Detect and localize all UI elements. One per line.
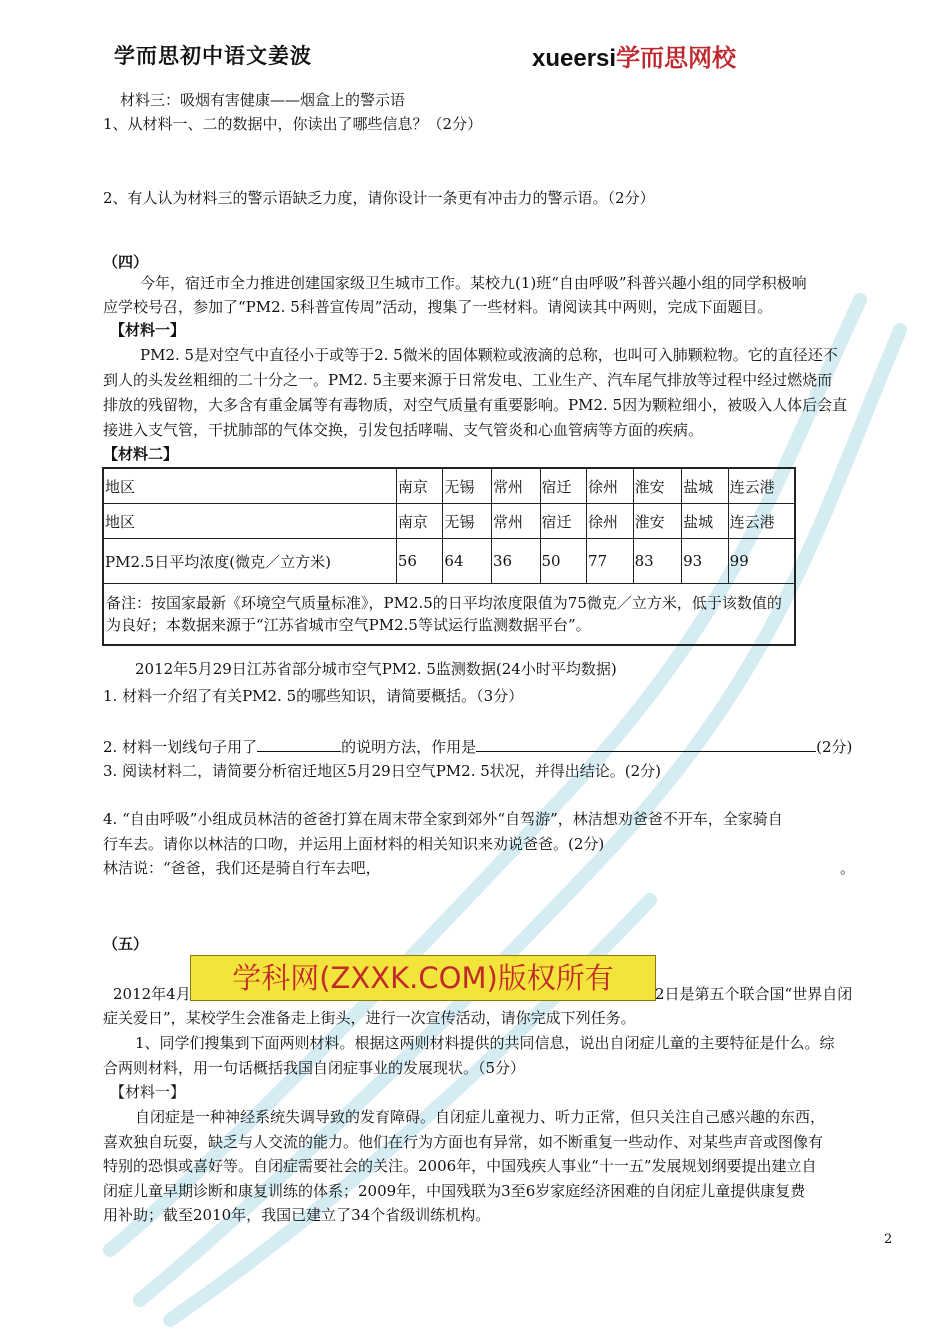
table-row bbox=[103, 539, 795, 584]
answer-blank[interactable] bbox=[257, 735, 341, 752]
material-two-label: 【材料二】 bbox=[103, 445, 179, 463]
section-five-paragraph-line: 闭症儿童早期诊断和康复训练的体系；2009年，中国残联为3至6岁家庭经济困难的自闭症儿童提供康复费 bbox=[103, 1182, 806, 1200]
material-one-line-4: 接进入支气管，干扰肺部的气体交换，引发包括哮喘、支气管炎和心血管病等方面的疾病。 bbox=[103, 421, 704, 439]
table-cell: 93 bbox=[682, 539, 729, 584]
table-cell: 地区 bbox=[103, 504, 396, 539]
table-cell: 淮安 bbox=[633, 468, 682, 504]
table-cell: 宿迁 bbox=[540, 504, 587, 539]
question-4-4-line-1: 4. “自由呼吸”小组成员林洁的爸爸打算在周末带全家到郊外“自驾游”，林洁想劝爸爸不开车，全家骑自 bbox=[103, 810, 783, 828]
section-five-question-1b: 合两则材料，用一句话概括我国自闭症事业的发展现状。（5分） bbox=[103, 1059, 526, 1077]
section-four-title: （四） bbox=[103, 253, 149, 271]
pm25-table bbox=[102, 467, 796, 646]
table-cell: 56 bbox=[396, 539, 443, 584]
table-cell: 99 bbox=[728, 539, 795, 584]
table-cell: 77 bbox=[587, 539, 634, 584]
section-five-paragraph-line: 喜欢独自玩耍，缺乏与人交流的能力。他们在行为方面也有异常，如不断重复一些动作、对某些声音或图像有 bbox=[103, 1133, 824, 1151]
brand-latin: xueersi bbox=[532, 45, 617, 72]
table-cell: 淮安 bbox=[633, 504, 682, 539]
section-five-paragraph-line: 特别的恐惧或喜好等。自闭症需要社会的关注。2006年，中国残疾人事业“十一五”发展规划纲要提出建立自 bbox=[103, 1157, 817, 1175]
table-caption: 2012年5月29日江苏省部分城市空气PM2. 5监测数据(24小时平均数据) bbox=[135, 660, 617, 678]
table-cell: PM2.5日平均浓度(微克／立方米) bbox=[103, 539, 396, 584]
material-one-line-3: 排放的残留物，大多含有重金属等有毒物质，对空气质量有重要影响。PM2. 5因为颗粒细小，被吸入人体后会直 bbox=[103, 396, 848, 414]
section-five-line-1b: 2日是第五个联合国“世界自闭 bbox=[655, 985, 853, 1003]
material-one-label: 【材料一】 bbox=[110, 321, 186, 339]
section-five-material-one-label: 【材料一】 bbox=[110, 1083, 186, 1101]
table-cell: 连云港 bbox=[728, 504, 795, 539]
page-number: 2 bbox=[884, 1232, 893, 1247]
question-4-2-part-b: 的说明方法，作用是 bbox=[341, 738, 477, 756]
material-one-line-2: 到人的头发丝粗细的二十分之一。PM2. 5主要来源于日常发电、工业生产、汽车尾气排放等过程中经过燃烧而 bbox=[103, 371, 833, 389]
answer-end-mark: 。 bbox=[840, 859, 856, 877]
question-4-4-answer-prompt: 林洁说：“爸爸，我们还是骑自行车去吧， bbox=[103, 859, 381, 877]
section-five-paragraph-line: 自闭症是一种神经系统失调导致的发育障碍。自闭症儿童视力、听力正常，但只关注自己感兴趣的东西， bbox=[135, 1108, 826, 1126]
section-five-paragraph-line: 用补助；截至2010年，我国已建立了34个省级训练机构。 bbox=[103, 1206, 491, 1224]
question-4-2-part-a: 2. 材料一划线句子用了 bbox=[103, 738, 258, 756]
material-one-line-1: PM2. 5是对空气中直径小于或等于2. 5微米的固体颗粒或液滴的总称，也叫可入肺颗粒物。它的直径还不 bbox=[140, 346, 838, 364]
table-row bbox=[103, 504, 795, 539]
table-cell: 徐州 bbox=[587, 468, 634, 504]
brand-chinese: 学而思网校 bbox=[616, 45, 737, 72]
question-4-2-score: (2分) bbox=[816, 738, 853, 756]
table-cell: 64 bbox=[443, 539, 492, 584]
section-five-title: （五） bbox=[103, 935, 149, 953]
section-five-question-1a: 1、同学们搜集到下面两则材料。根据这两则材料提供的共同信息，说出自闭症儿童的主要特征是什么。综 bbox=[135, 1034, 835, 1052]
table-cell: 徐州 bbox=[587, 504, 634, 539]
question-4-2 bbox=[103, 735, 852, 757]
question-1: 1、从材料一、二的数据中，你读出了哪些信息？（2分） bbox=[103, 115, 483, 133]
table-cell: 常州 bbox=[491, 504, 540, 539]
table-cell: 36 bbox=[491, 539, 540, 584]
answer-blank[interactable] bbox=[476, 735, 816, 752]
table-note: 备注：按国家最新《环境空气质量标准》，PM2.5的日平均浓度限值为75微克／立方米，低于该数值的为良好；本数据来源于“江苏省城市空气PM2.5等试运行监测数据平台”。 bbox=[103, 584, 795, 646]
table-row bbox=[103, 468, 795, 504]
table-cell: 常州 bbox=[491, 468, 540, 504]
copyright-banner: 学科网(ZXXK.COM)版权所有 bbox=[190, 955, 656, 1001]
table-cell: 83 bbox=[633, 539, 682, 584]
section-four-intro-2: 应学校号召，参加了“PM2. 5科普宣传周”活动，搜集了一些材料。请阅读其中两则，完成下面题目。 bbox=[103, 298, 773, 316]
table-cell: 连云港 bbox=[728, 468, 795, 504]
table-cell: 50 bbox=[540, 539, 587, 584]
question-4-3: 3. 阅读材料二，请简要分析宿迁地区5月29日空气PM2. 5状况，并得出结论。(2分) bbox=[103, 762, 662, 780]
question-2: 2、有人认为材料三的警示语缺乏力度，请你设计一条更有冲击力的警示语。（2分） bbox=[103, 189, 655, 207]
table-cell: 宿迁 bbox=[540, 468, 587, 504]
table-cell: 盐城 bbox=[682, 468, 729, 504]
table-cell: 地区 bbox=[103, 468, 396, 504]
table-cell: 无锡 bbox=[443, 504, 492, 539]
table-row bbox=[103, 584, 795, 646]
table-cell: 盐城 bbox=[682, 504, 729, 539]
table-cell: 南京 bbox=[396, 504, 443, 539]
section-four-intro-1: 今年，宿迁市全力推进创建国家级卫生城市工作。某校九(1)班“自由呼吸”科普兴趣小组的同学积极响 bbox=[140, 274, 807, 292]
question-4-4-line-2: 行车去。请你以林洁的口吻，并运用上面材料的相关知识来劝说爸爸。(2分) bbox=[103, 835, 605, 853]
table-cell: 南京 bbox=[396, 468, 443, 504]
section-five-line-1a: 2012年4月 bbox=[113, 985, 191, 1003]
section-five-line-2: 症关爱日”，某校学生会准备走上街头，进行一次宣传活动，请你完成下列任务。 bbox=[103, 1009, 636, 1027]
question-4-1: 1. 材料一介绍了有关PM2. 5的哪些知识，请简要概括。（3分） bbox=[103, 687, 524, 705]
material-three-line: 材料三：吸烟有害健康——烟盒上的警示语 bbox=[120, 91, 406, 109]
table-cell: 无锡 bbox=[443, 468, 492, 504]
brand-logo bbox=[532, 38, 736, 73]
header-title: 学而思初中语文姜波 bbox=[114, 43, 312, 68]
